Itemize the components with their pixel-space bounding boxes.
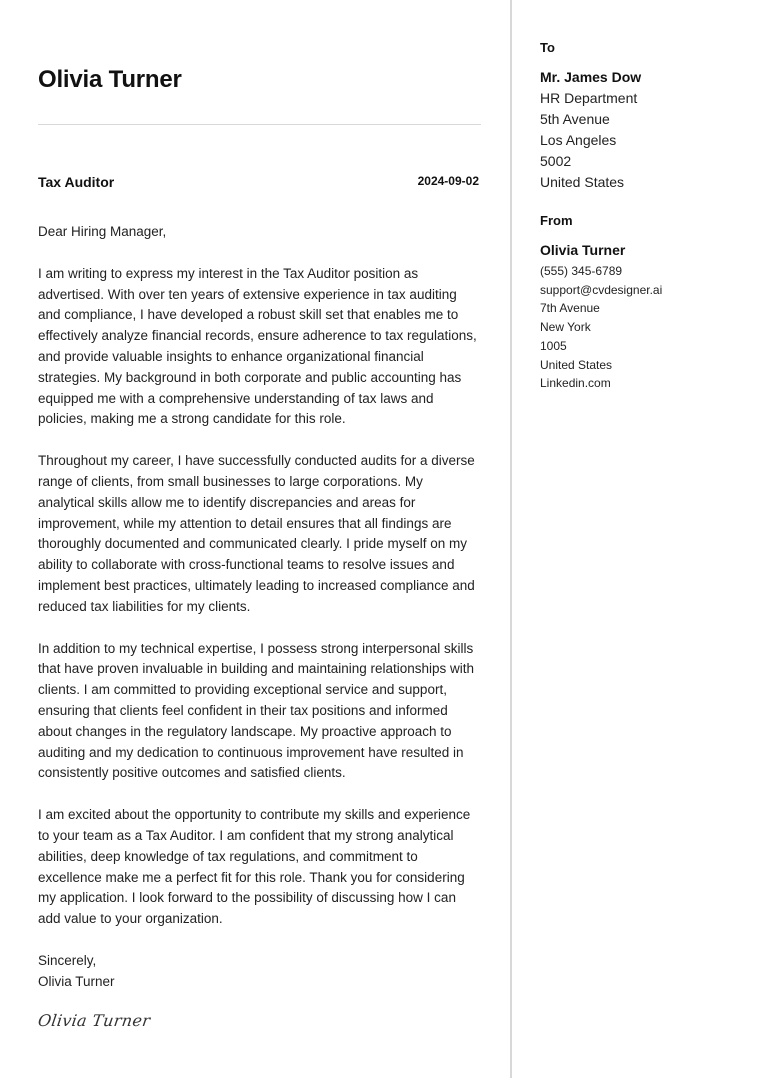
sender-name: Olivia Turner <box>540 242 626 258</box>
sender-phone: (555) 345-6789 <box>540 264 623 278</box>
applicant-name: Olivia Turner <box>38 66 182 93</box>
closing-name: Olivia Turner <box>38 973 115 989</box>
job-row <box>38 174 481 192</box>
letter-body <box>38 222 482 1031</box>
column-divider <box>510 0 512 1078</box>
sender-email: support@cvdesigner.ai <box>540 282 663 297</box>
sender-country: United States <box>540 357 613 372</box>
recipient-block <box>540 67 641 193</box>
sender-city: New York <box>540 320 591 335</box>
job-title: Tax Auditor <box>38 174 115 190</box>
sender-block <box>540 240 662 393</box>
sender-website: Linkedin.com <box>540 376 611 391</box>
paragraph-2: Throughout my career, I have successfully conducted audits for a diverse range of clients, from small businesses to large corporations. My analytical skills allow me to identify discrepancies and areas for improvement, while my attention to detail ensures that all findings are thoroughly documented and communicated clearly. I pride myself on my ability to collaborate with cross-functional teams to resolve issues and implement best practices, ultimately leading to increased compliance and reduced tax liabilities for my clients. <box>38 453 475 614</box>
recipient-name: Mr. James Dow <box>540 69 642 85</box>
greeting: Dear Hiring Manager, <box>38 224 167 239</box>
recipient-zip: 5002 <box>540 153 572 169</box>
header-divider <box>38 124 481 125</box>
paragraph-1: I am writing to express my interest in the Tax Auditor position as advertised. With over ten years of extensive experience in tax auditing and compliance, I have developed a robust skill set that enables me to effectively analyze financial records, ensure adherence to tax regulations, and provide valuable insights to enhance organizational financial strategies. My background in both corporate and public accounting has equipped me with a comprehensive understanding of tax laws and policies, making me a strong candidate for this role. <box>38 265 477 427</box>
recipient-department: HR Department <box>540 90 638 106</box>
recipient-city: Los Angeles <box>540 132 617 148</box>
signature: Olivia Turner <box>36 1010 152 1030</box>
sender-street: 7th Avenue <box>540 301 600 316</box>
paragraph-3: In addition to my technical expertise, I possess strong interpersonal skills that have proven invaluable in building and maintaining relationships with clients. I am committed to providing exceptional service and support, ensuring that clients feel confident in their tax positions and informed about changes in the regulatory landscape. My proactive approach to auditing and my dedication to continuous improvement have resulted in consistently positive outcomes and satisfied clients. <box>38 640 475 781</box>
to-heading: To <box>540 40 555 55</box>
recipient-street: 5th Avenue <box>540 111 610 127</box>
from-heading: From <box>540 213 573 228</box>
letter-date: 2024-09-02 <box>417 174 479 188</box>
recipient-country: United States <box>540 174 625 190</box>
paragraph-4: I am excited about the opportunity to contribute my skills and experience to your team as a Tax Auditor. I am confident that my strong analytical abilities, deep knowledge of tax regulations, and commitment to excellence make me a perfect fit for this role. Thank you for considering my application. I look forward to the possibility of discussing how I can add value to your organization. <box>38 807 471 927</box>
sender-zip: 1005 <box>540 338 567 353</box>
closing: Sincerely, <box>38 952 97 968</box>
